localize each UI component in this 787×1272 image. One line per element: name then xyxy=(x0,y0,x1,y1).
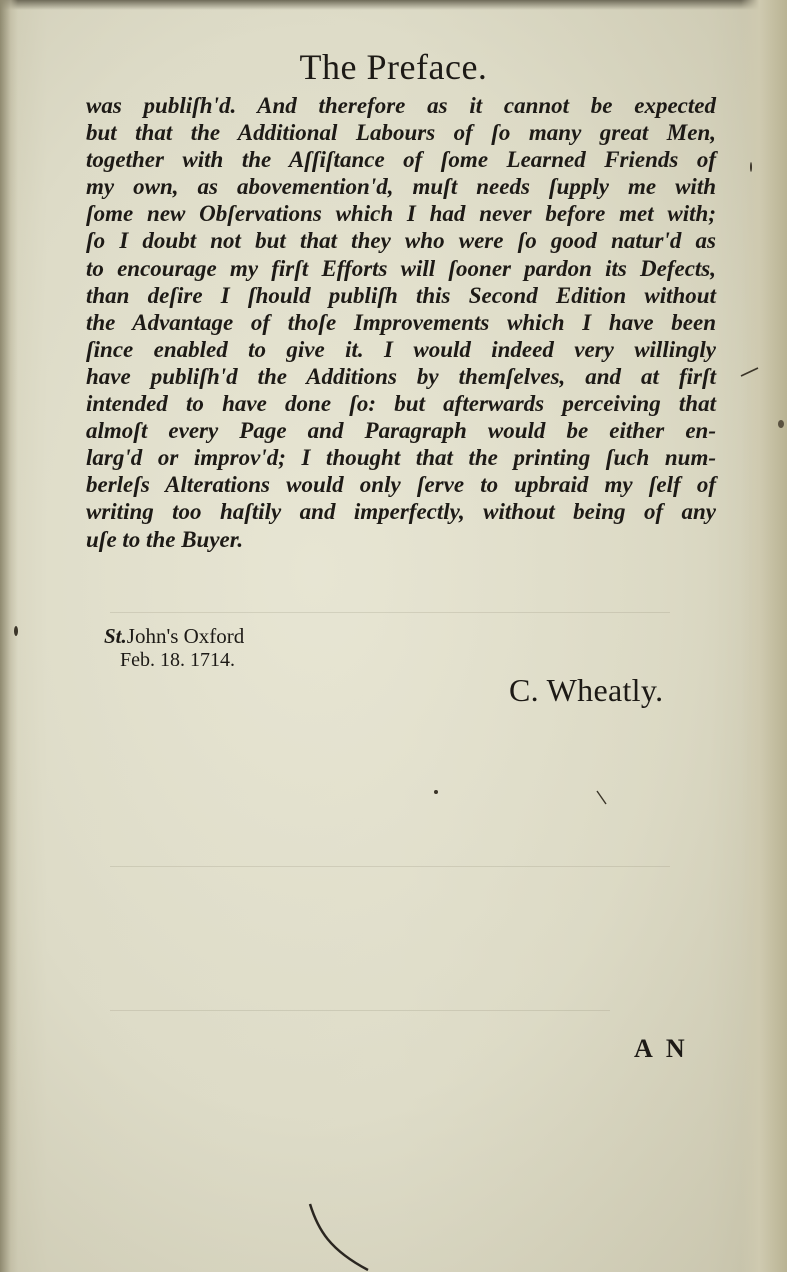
text-line: was publiſh'd. And therefore as it cannot be expected xyxy=(86,93,716,118)
text-line: larg'd or improv'd; I thought that the printing ſuch num- xyxy=(86,445,716,471)
page-header: The Preface. xyxy=(299,47,488,87)
catchword: A N xyxy=(634,1034,689,1063)
text-line: almoſt every Page and Paragraph would be either en- xyxy=(86,418,716,444)
ink-scratch xyxy=(740,366,760,378)
text-line: writing too haſtily and imperfectly, without being of any xyxy=(86,499,716,525)
text-line: than deſire I ſhould publiſh this Second Edition without xyxy=(86,282,716,308)
text-line: berleſs Alterations would only ſerve to upbraid my ſelf of xyxy=(86,472,716,498)
text-line: intended to have done ſo: but afterwards perceiving that xyxy=(86,391,716,417)
place-line xyxy=(104,624,244,648)
text-line: to encourage my firſt Efforts will ſooner pardon its Defects, xyxy=(86,255,716,281)
show-through-line xyxy=(110,1010,610,1011)
place-name: John's Oxford xyxy=(126,624,245,648)
ink-speck xyxy=(434,790,438,794)
text-line: ſome new Obſervations which I had never before met with; xyxy=(86,201,716,227)
text-line: together with the Aſſiſtance of ſome Learned Friends of xyxy=(86,147,716,173)
show-through-line xyxy=(110,866,670,867)
text-line: the Advantage of thoſe Improvements which I have been xyxy=(86,309,716,335)
ink-scratch xyxy=(596,790,608,806)
date-line: Feb. 18. 1714. xyxy=(120,649,235,671)
text-line: uſe to the Buyer. xyxy=(86,526,244,552)
author-signature: C. Wheatly. xyxy=(509,672,664,708)
text-line: ſince enabled to give it. I would indeed very willingly xyxy=(86,336,716,362)
ink-speck xyxy=(778,420,784,428)
place-prefix: St. xyxy=(104,624,127,648)
text-line: have publiſh'd the Additions by themſelves, and at firſt xyxy=(86,363,716,389)
ink-speck xyxy=(14,626,18,636)
show-through-line xyxy=(110,612,670,613)
page-right-edge xyxy=(741,0,787,1272)
ink-speck xyxy=(750,162,752,172)
page-top-edge xyxy=(0,0,787,10)
paper-crease-mark xyxy=(300,1200,380,1272)
text-line: ſo I doubt not but that they who were ſo good natur'd as xyxy=(86,228,716,254)
page-left-edge xyxy=(0,0,18,1272)
text-line: my own, as abovemention'd, muſt needs ſupply me with xyxy=(86,174,716,200)
preface-body xyxy=(86,92,716,553)
text-line: but that the Additional Labours of ſo many great Men, xyxy=(86,120,716,146)
